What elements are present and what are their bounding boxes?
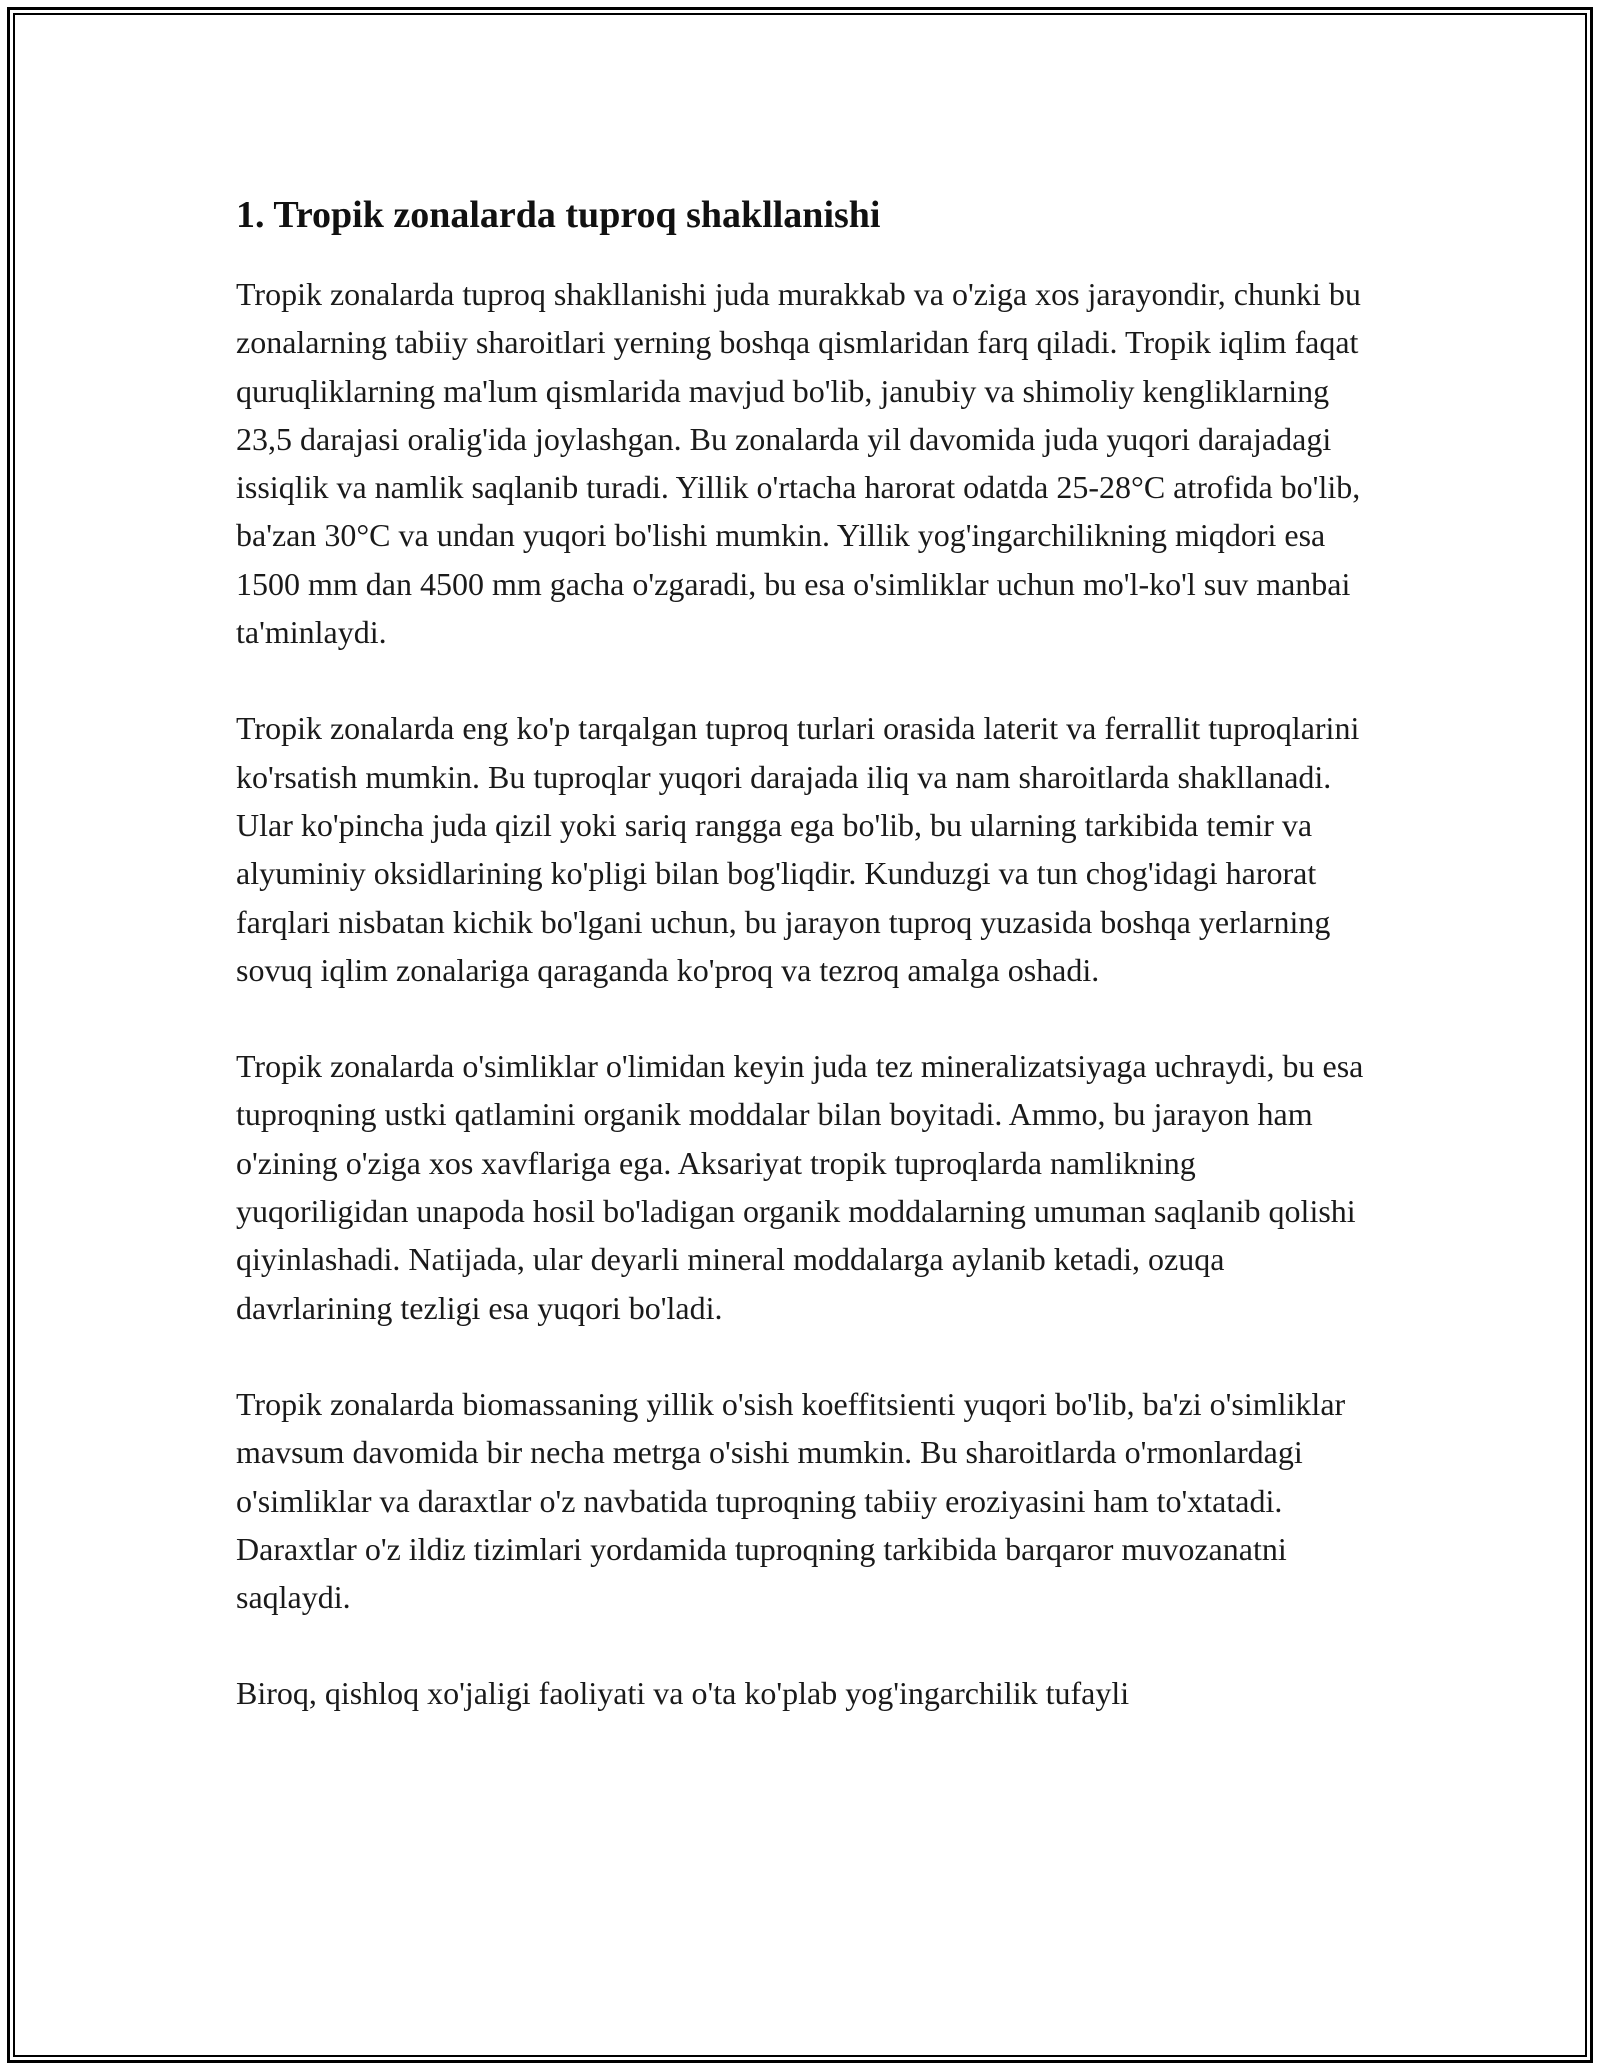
paragraph-1: Tropik zonalarda tuproq shakllanishi juda murakkab va o'ziga xos jarayondir, chunki bu zonalarning tabiiy sharoitlari yerning boshqa qismlaridan farq qiladi. Tropik iqlim faqat quruqliklarning ma'lum qismlarida mavjud bo'lib, janubiy va shimoliy kengliklarning 23,5 darajasi oralig'ida joylashgan. Bu zonalarda yil davomida juda yuqori darajadagi issiqlik va namlik saqlanib turadi. Yillik o'rtacha harorat odatda 25-28°C atrofida bo'lib, ba'zan 30°C va undan yuqori bo'lishi mumkin. Yillik yog'ingarchilikning miqdori esa 1500 mm dan 4500 mm gacha o'zgaradi, bu esa o'simliklar uchun mo'l-ko'l suv manbai ta'minlaydi. xyxy=(236,276,1361,651)
paragraph-2: Tropik zonalarda eng ko'p tarqalgan tuproq turlari orasida laterit va ferrallit tuproqlarini ko'rsatish mumkin. Bu tuproqlar yuqori darajada iliq va nam sharoitlarda shakllanadi. Ular ko'pincha juda qizil yoki sariq rangga ega bo'lib, bu ularning tarkibida temir va alyuminiy oksidlarining ko'pligi bilan bog'liqdir. Kunduzgi va tun chog'idagi harorat farqlari nisbatan kichik bo'lgani uchun, bu jarayon tuproq yuzasida boshqa yerlarning sovuq iqlim zonalariga qaraganda ko'proq va tezroq amalga oshadi. xyxy=(236,710,1360,988)
paragraph-3: Tropik zonalarda o'simliklar o'limidan keyin juda tez mineralizatsiyaga uchraydi, bu esa tuproqning ustki qatlamini organik moddalar bilan boyitadi. Ammo, bu jarayon ham o'zining o'ziga xos xavflariga ega. Aksariyat tropik tuproqlarda namlikning yuqoriligidan unapoda hosil bo'ladigan organik moddalarning umuman saqlanib qolishi qiyinlashadi. Natijada, ular deyarli mineral moddalarga aylanib ketadi, ozuqa davrlarining tezligi esa yuqori bo'ladi. xyxy=(236,1048,1364,1326)
document-body xyxy=(236,180,1376,1766)
section-heading: 1. Tropik zonalarda tuproq shakllanishi xyxy=(236,194,881,236)
paragraph-5: Biroq, qishloq xo'jaligi faoliyati va o'ta ko'plab yog'ingarchilik tufayli xyxy=(236,1675,1130,1712)
paragraph-4: Tropik zonalarda biomassaning yillik o'sish koeffitsienti yuqori bo'lib, ba'zi o'simliklar mavsum davomida bir necha metrga o'sishi mumkin. Bu sharoitlarda o'rmonlardagi o'simliklar va daraxtlar o'z navbatida tuproqning tabiiy eroziyasini ham to'xtatadi. Daraxtlar o'z ildiz tizimlari yordamida tuproqning tarkibida barqaror muvozanatni saqlaydi. xyxy=(236,1385,1346,1616)
